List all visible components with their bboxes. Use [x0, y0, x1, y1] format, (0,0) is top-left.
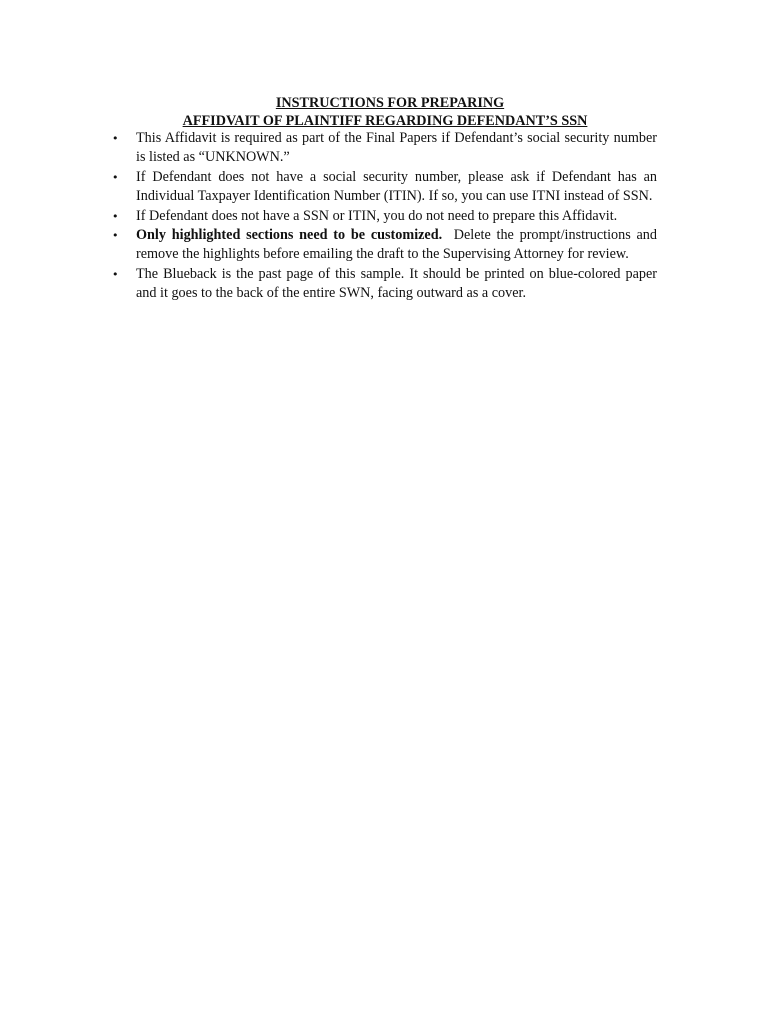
instruction-list	[112, 129, 661, 304]
instruction-text: If Defendant does not have a SSN or ITIN, you do not need to prepare this Affidavit.	[136, 207, 618, 224]
bullet-icon: •	[112, 209, 119, 223]
document-title	[0, 94, 770, 130]
bullet-icon: •	[112, 229, 119, 243]
title-line-1: INSTRUCTIONS FOR PREPARING	[275, 95, 505, 111]
bullet-icon: •	[112, 170, 119, 184]
instruction-text: Delete the prompt/instructions and remove the highlights before emailing the draft to the Supervising Attorney for review.	[136, 227, 661, 263]
instruction-text: The Blueback is the past page of this sample. It should be printed on blue-colored paper and it goes to the back of the entire SWN, facing outward as a cover.	[136, 265, 657, 302]
instruction-text: This Affidavit is required as part of the Final Papers if Defendant’s social security number is listed as “UNKNOWN.”	[136, 130, 657, 166]
instruction-item	[112, 129, 657, 168]
bullet-icon: •	[112, 267, 119, 281]
instruction-item	[112, 168, 657, 207]
instruction-bold-lead: Only highlighted sections need to be customized.	[136, 227, 443, 244]
instruction-item	[112, 207, 657, 226]
bullet-icon: •	[112, 132, 119, 145]
instruction-text: If Defendant does not have a social security number, please ask if Defendant has an Individual Taxpayer Identification Number (ITIN). If so, you can use ITNI instead of SSN.	[136, 168, 657, 205]
instruction-item	[112, 265, 657, 304]
title-line-2: AFFIDVAIT OF PLAINTIFF REGARDING DEFENDANT’S SSN	[182, 113, 588, 129]
instruction-item	[112, 226, 661, 265]
